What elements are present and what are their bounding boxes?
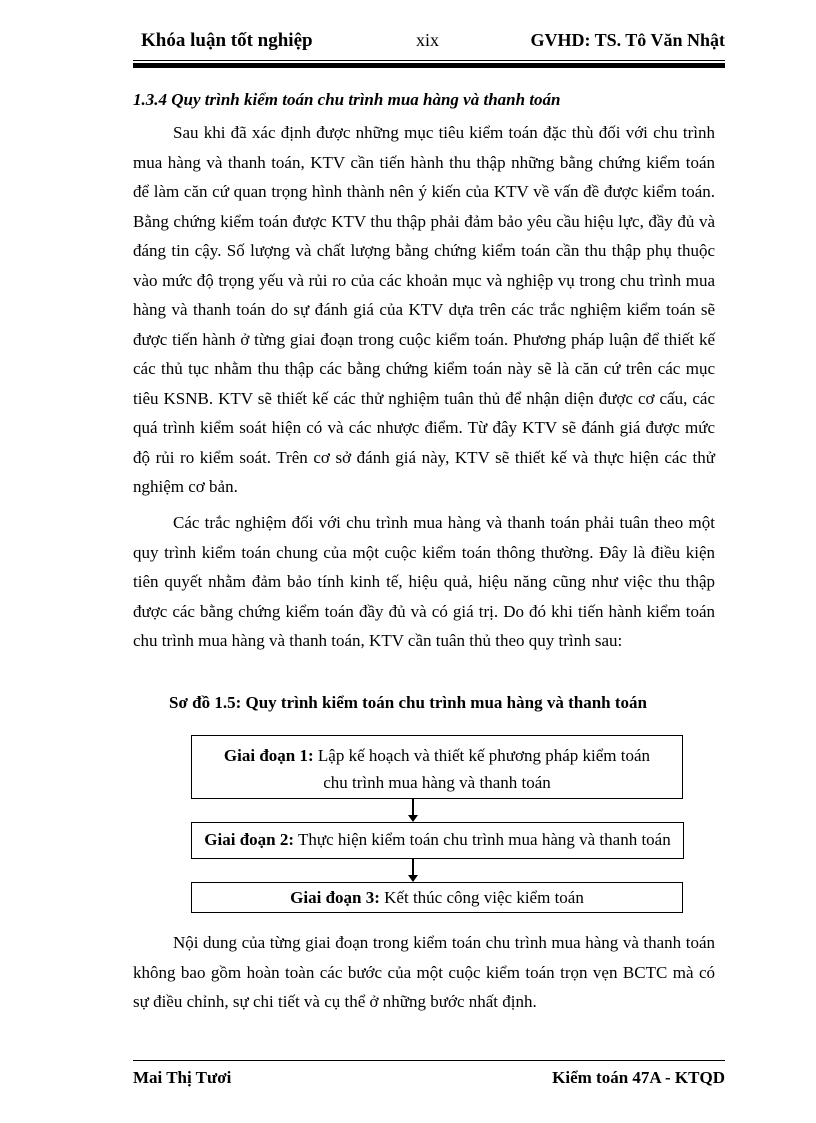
page-header (133, 30, 725, 58)
paragraph-1: Sau khi đã xác định được những mục tiêu kiểm toán đặc thù đối với chu trình mua hàng và thanh toán, KTV cần tiến hành thu thập những bằng chứng kiểm toán để làm căn cứ quan trọng hình thành nên ý kiến của KTV về vấn đề được kiểm toán. Bằng chứng kiểm toán được KTV thu thập phải đảm bảo yêu cầu hiệu lực, đầy đủ và đáng tin cậy. Số lượng và chất lượng bằng chứng kiểm toán cần thu thập phụ thuộc vào mức độ trọng yếu và rủi ro của các khoản mục và nghiệp vụ trong chu trình mua hàng và thanh toán do sự đánh giá của KTV dựa trên các trắc nghiệm kiểm toán sẽ được tiến hành ở từng giai đoạn trong cuộc kiểm toán. Phương pháp luận để thiết kế các thủ tục nhằm thu thập các bằng chứng kiểm toán này sẽ là căn cứ trên các mục tiêu KSNB. KTV sẽ thiết kế các thử nghiệm tuân thủ để nhận diện được cơ cấu, các quá trình kiểm soát hiện có và các nhược điểm. Từ đây KTV sẽ đánh giá được mức độ rủi ro kiểm soát. Trên cơ sở đánh giá này, KTV sẽ thiết kế và thực hiện các thử nghiệm cơ bản. (133, 123, 715, 496)
diagram-title: Sơ đồ 1.5: Quy trình kiểm toán chu trình mua hàng và thanh toán (169, 693, 647, 712)
stage-2-label: Giai đoạn 2: (204, 830, 295, 849)
stage-1-label: Giai đoạn 1: (223, 746, 314, 765)
header-thesis-label: Khóa luận tốt nghiệp (141, 30, 313, 51)
footer-author: Mai Thị Tươi (133, 1068, 232, 1087)
stage-2-text: Thực hiện kiểm toán chu trình mua hàng và thanh toán (297, 830, 671, 849)
connector-1-2 (412, 799, 414, 816)
connector-2-3 (412, 859, 414, 876)
stage-1-box (191, 735, 683, 799)
paragraph-3: Nội dung của từng giai đoạn trong kiểm toán chu trình mua hàng và thanh toán không bao gồm hoàn toàn các bước của một cuộc kiểm toán trọn vẹn BCTC mà có sự điều chỉnh, sự chi tiết và cụ thể ở những bước nhất định. (133, 933, 715, 1011)
header-rule-thick (133, 63, 725, 68)
paragraph-2: Các trắc nghiệm đối với chu trình mua hàng và thanh toán phải tuân theo một quy trình kiểm toán chung của một cuộc kiểm toán thông thường. Đây là điều kiện tiên quyết nhằm đảm bảo tính kinh tế, hiệu quả, hiệu năng cũng như việc thu thập được các bằng chứng kiểm toán đầy đủ và có giá trị. Do đó khi tiến hành kiểm toán chu trình mua hàng và thanh toán, KTV cần tuân thủ theo quy trình sau: (133, 513, 715, 650)
section-title: 1.3.4 Quy trình kiểm toán chu trình mua hàng và thanh toán (133, 90, 561, 109)
stage-3-text: Kết thúc công việc kiểm toán (384, 888, 584, 907)
footer-class: Kiểm toán 47A - KTQD (552, 1068, 725, 1087)
stage-3-label: Giai đoạn 3: (290, 888, 380, 907)
stage-3-box (191, 882, 683, 913)
header-supervisor: GVHD: TS. Tô Văn Nhật (530, 30, 725, 50)
header-rule-thin (133, 60, 725, 61)
header-page-number: xix (416, 30, 440, 50)
arrow-down-icon (408, 875, 418, 882)
stage-1-text-line2: chu trình mua hàng và thanh toán (323, 773, 551, 792)
footer-rule (133, 1060, 725, 1061)
arrow-down-icon (408, 815, 418, 822)
stage-1-text: Lập kế hoạch và thiết kế phương pháp kiểm toán (317, 746, 651, 765)
stage-2-box (191, 822, 684, 859)
